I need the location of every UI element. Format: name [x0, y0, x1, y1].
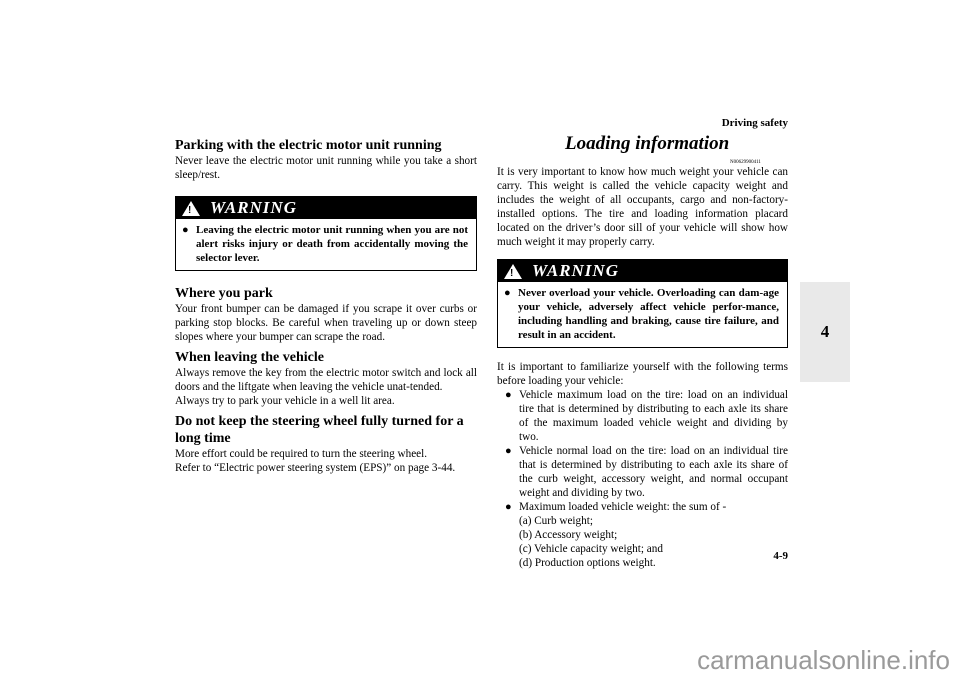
running-head: Driving safety: [721, 117, 788, 129]
warning-triangle-icon: !: [182, 201, 200, 216]
bullet-icon: ●: [505, 389, 512, 401]
steering-body: More effort could be required to turn the steering wheel.: [175, 448, 428, 460]
bullet-icon: ●: [505, 501, 512, 513]
warning-title: WARNING: [532, 261, 619, 280]
sub-term: (a) Curb weight;: [519, 515, 593, 527]
warning-header: [498, 260, 787, 282]
bullet-icon: ●: [504, 287, 511, 299]
chapter-number: 4: [820, 322, 830, 341]
terms-intro: It is important to familiarize yourself with the following terms before loading your vehicle:: [497, 361, 788, 387]
warning-text-right: Never overload your vehicle. Overloading can dam-age your vehicle, adversely affect vehicle perfor-mance, including handling and braking, cause tire failure, and result in an accident.: [518, 287, 779, 341]
right-column: [497, 165, 788, 570]
leaving-vehicle-body-2: Always try to park your vehicle in a well lit area.: [175, 395, 395, 407]
sub-term: (d) Production options weight.: [519, 557, 656, 569]
list-item: ● Vehicle maximum load on the tire: load on an individual tire that is determined by distributing to each axle its share of the maximum loaded vehicle weight and dividing by two.: [505, 389, 788, 443]
steering-body-2: Refer to “Electric power steering system (EPS)” on page 3-44.: [175, 462, 456, 474]
heading-where-you-park: Where you park: [175, 286, 273, 301]
loading-intro: It is very important to know how much weight your vehicle can carry. This weight is called the vehicle capacity weight and includes the weight of all occupants, cargo and non-factory-installed options. The tire and loading information placard located on the driver’s door sill of your vehicle will show how much weight it may properly carry.: [497, 166, 788, 248]
parking-running-body: Never leave the electric motor unit running while you take a short sleep/rest.: [175, 155, 477, 181]
where-you-park-body: Your front bumper can be damaged if you scrape it over curbs or parking stop blocks. Be careful when traveling up or down steep slopes where your bumper can scrape the road.: [175, 303, 477, 343]
sub-term: (b) Accessory weight;: [519, 529, 618, 541]
warning-text-left: Leaving the electric motor unit running when you are not alert risks injury or death from accidentally moving the selector lever.: [196, 224, 468, 264]
list-item: ● Maximum loaded vehicle weight: the sum of -: [505, 501, 727, 513]
warning-header: [176, 197, 476, 219]
left-column: [175, 137, 477, 475]
sub-term: (c) Vehicle capacity weight; and: [519, 543, 663, 555]
bullet-icon: ●: [505, 445, 512, 457]
sub-terms: [519, 514, 788, 570]
warning-box-right: [497, 259, 788, 348]
bullet-icon: ●: [182, 224, 189, 236]
warning-title: WARNING: [210, 198, 297, 217]
heading-parking-running: Parking with the electric motor unit running: [175, 138, 442, 153]
heading-leaving-vehicle: When leaving the vehicle: [175, 350, 324, 365]
warning-triangle-icon: !: [504, 264, 522, 279]
watermark: carmanualsonline.info: [697, 645, 950, 675]
heading-steering: Do not keep the steering wheel fully turned for a long time: [175, 414, 464, 446]
list-item: ● Vehicle normal load on the tire: load on an individual tire that is determined by distributing to each axle its share of the curb weight, accessory weight, and normal occupant weight and dividing by two.: [505, 445, 788, 499]
terms-list: [497, 388, 788, 514]
warning-box-left: [175, 196, 477, 271]
leaving-vehicle-body: Always remove the key from the electric motor switch and lock all doors and the liftgate when leaving the vehicle unat-tended.: [175, 367, 477, 393]
section-code: N00629900411: [730, 160, 761, 165]
page-title: Loading information: [565, 133, 730, 154]
page-number: 4-9: [773, 550, 788, 562]
chapter-tab[interactable]: [800, 282, 850, 382]
